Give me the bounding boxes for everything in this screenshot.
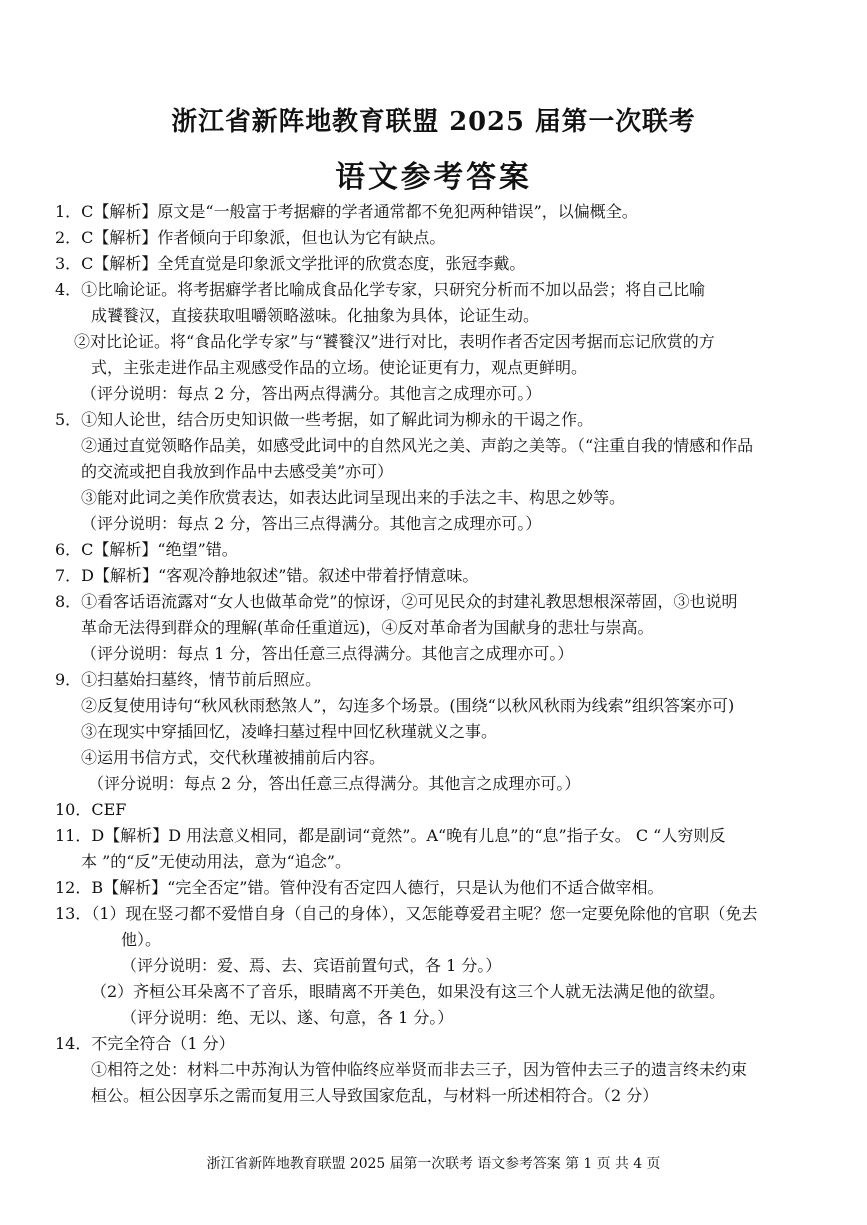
answer-line-q2: 2．C【解析】作者倾向于印象派，但也认为它有缺点。 <box>55 228 446 247</box>
answer-line-q14-point1-cont: 桓公。桓公因享乐之需而复用三人导致国家危乱，与材料一所述相符合。（2 分） <box>91 1086 659 1105</box>
answer-line-q3: 3．C【解析】全凭直觉是印象派文学批评的欣赏态度，张冠李戴。 <box>55 254 526 273</box>
answer-line-q9-point2: ②反复使用诗句“秋风秋雨愁煞人”，勾连多个场景。(围绕“以秋风秋雨为线索”组织答案亦可) <box>81 696 735 715</box>
scoring-note-q9: （评分说明：每点 2 分，答出任意三点得满分。其他言之成理亦可。） <box>88 774 581 793</box>
answer-line-q8: 8．①看客话语流露对“女人也做革命党”的惊讶，②可见民众的封建礼教思想根深蒂固，③也说明 <box>55 592 738 611</box>
scoring-note-q5: （评分说明：每点 2 分，答出三点得满分。其他言之成理亦可。） <box>81 514 542 533</box>
scoring-note-q13-2: （评分说明：绝、无以、遂、句意，各 1 分。） <box>121 1008 454 1027</box>
answer-line-q12: 12．B【解析】“完全否定”错。管仲没有否定四人德行，只是认为他们不适合做宰相。 <box>55 878 664 897</box>
exam-title: 浙江省新阵地教育联盟 2025 届第一次联考 <box>171 107 696 137</box>
answer-line-q11-cont: 本 ”的“反”无使动用法，意为“追念”。 <box>81 852 351 871</box>
answer-line-q6: 6．C【解析】“绝望”错。 <box>55 540 238 559</box>
answer-line-q14: 14．不完全符合（1 分） <box>55 1034 235 1053</box>
page-footer: 浙江省新阵地教育联盟 2025 届第一次联考 语文参考答案 第 1 页 共 4 页 <box>206 1156 661 1172</box>
answer-line-q4-point2-cont: 式，主张走进作品主观感受作品的立场。使论证更有力，观点更鲜明。 <box>91 358 588 377</box>
answer-line-q13-1: 13．（1）现在竖刁都不爱惜自身（自己的身体），又怎能尊爱君主呢？您一定要免除他的官职（免去 <box>55 904 758 923</box>
answer-line-q1: 1．C【解析】原文是“一般富于考据癖的学者通常都不免犯两种错误”，以偏概全。 <box>55 202 638 221</box>
answer-line-q9-point4: ④运用书信方式，交代秋瑾被捕前后内容。 <box>81 748 386 767</box>
scoring-note-q8: （评分说明：每点 1 分，答出任意三点得满分。其他言之成理亦可。） <box>81 644 574 663</box>
answer-line-q4-cont: 成饕餮汉，直接获取咀嚼领略滋味。化抽象为具体，论证生动。 <box>91 306 540 325</box>
answer-line-q14-point1: ①相符之处：材料二中苏洵认为管仲临终应举贤而非去三子，因为管仲去三子的遗言终未约束 <box>91 1060 748 1079</box>
answer-line-q9: 9．①扫墓始扫墓终，情节前后照应。 <box>55 670 322 689</box>
answer-line-q7: 7．D【解析】“客观冷静地叙述”错。叙述中带着抒情意味。 <box>55 566 479 585</box>
answer-line-q5-point2: ②通过直觉领略作品美，如感受此词中的自然风光之美、声韵之美等。（“注重自我的情感和作品 <box>81 436 754 455</box>
answer-line-q13-1-cont: 他）。 <box>121 930 162 949</box>
answer-line-q13-2: （2）齐桓公耳朵离不了音乐，眼睛离不开美色，如果没有这三个人就无法满足他的欲望。 <box>91 982 726 1001</box>
answer-line-q11: 11．D【解析】D 用法意义相同，都是副词“竟然”。A“晚有儿息”的“息”指子女。 C “人穷则反 <box>55 826 726 845</box>
answer-line-q5-point3: ③能对此词之美作欣赏表达，如表达此词呈现出来的手法之丰、构思之妙等。 <box>81 488 626 507</box>
answer-line-q5: 5．①知人论世，结合历史知识做一些考据，如了解此词为柳永的干谒之作。 <box>55 410 594 429</box>
answer-line-q4-point2: ②对比论证。将“食品化学专家”与“饕餮汉”进行对比，表明作者否定因考据而忘记欣赏的方 <box>74 332 715 351</box>
document-subtitle: 语文参考答案 <box>335 160 532 195</box>
answer-line-q5-point2-cont: 的交流或把自我放到作品中去感受美”亦可） <box>81 462 394 481</box>
answer-line-q10: 10．CEF <box>55 800 127 819</box>
scoring-note-q4: （评分说明：每点 2 分，答出两点得满分。其他言之成理亦可。） <box>81 384 542 403</box>
answer-line-q8-cont: 革命无法得到群众的理解(革命任重道远)，④反对革命者为国献身的悲壮与崇高。 <box>81 618 654 637</box>
answer-line-q4: 4．①比喻论证。将考据癖学者比喻成食品化学专家，只研究分析而不加以品尝；将自己比喻 <box>55 280 706 299</box>
scoring-note-q13-1: （评分说明：爱、焉、去、宾语前置句式，各 1 分。） <box>121 956 502 975</box>
answer-line-q9-point3: ③在现实中穿插回忆，凌峰扫墓过程中回忆秋瑾就义之事。 <box>81 722 498 741</box>
